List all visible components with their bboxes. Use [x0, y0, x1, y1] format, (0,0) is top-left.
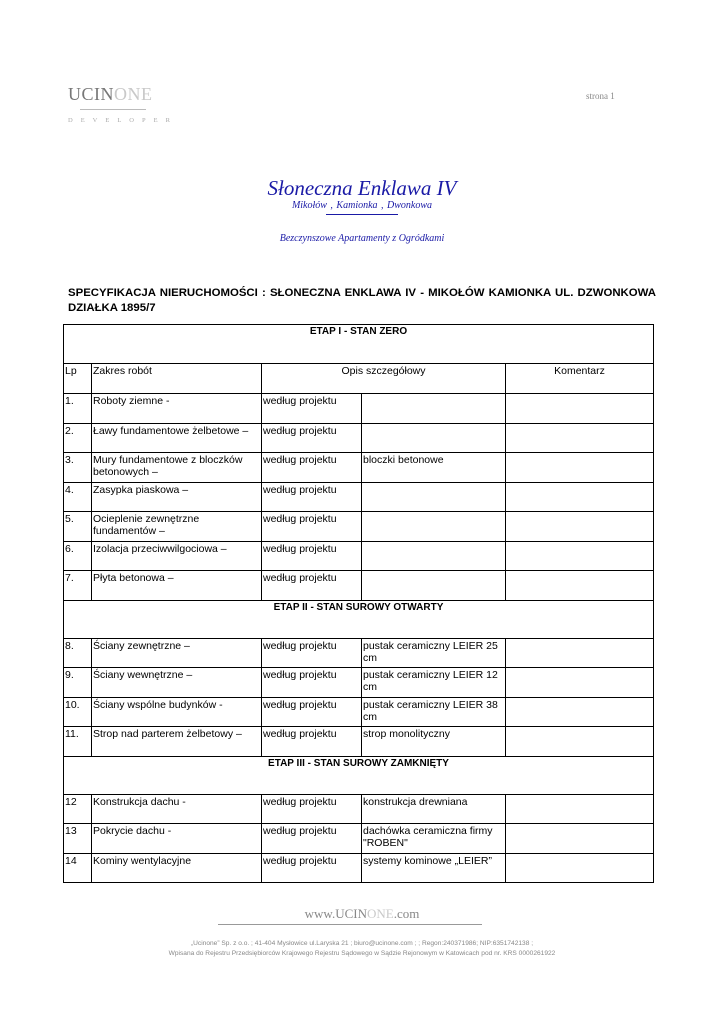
- table-row: [64, 794, 654, 824]
- row-comment: [506, 423, 654, 453]
- row-spec: według projektu: [262, 453, 362, 483]
- row-material: konstrukcja drewniana: [362, 794, 506, 824]
- stage-title: ETAP II - STAN SUROWY OTWARTY: [64, 600, 654, 638]
- row-scope: Ławy fundamentowe żelbetowe –: [92, 423, 262, 453]
- table-row: [64, 512, 654, 542]
- row-comment: [506, 668, 654, 698]
- table-row: [64, 394, 654, 424]
- stage-row: [64, 325, 654, 364]
- page-number: strona 1: [586, 91, 615, 101]
- row-scope: Roboty ziemne -: [92, 394, 262, 424]
- row-comment: [506, 541, 654, 571]
- row-scope: Ocieplenie zewnętrzne fundamentów –: [92, 512, 262, 542]
- row-comment: [506, 394, 654, 424]
- row-number: 11.: [64, 727, 92, 757]
- row-material: pustak ceramiczny LEIER 25 cm: [362, 638, 506, 668]
- row-number: 14: [64, 853, 92, 883]
- row-material: pustak ceramiczny LEIER 38 cm: [362, 697, 506, 727]
- table-row: [64, 541, 654, 571]
- tagline: Bezczynszowe Apartamenty z Ogródkami: [279, 233, 445, 244]
- row-comment: [506, 853, 654, 883]
- row-material: [362, 482, 506, 512]
- table-row: [64, 824, 654, 854]
- header-comment: Komentarz: [506, 364, 654, 394]
- company-logo: [68, 84, 178, 124]
- row-number: 5.: [64, 512, 92, 542]
- row-spec: według projektu: [262, 394, 362, 424]
- row-scope: Ściany wspólne budynków -: [92, 697, 262, 727]
- row-number: 7.: [64, 571, 92, 601]
- row-material: dachówka ceramiczna firmy "ROBEN": [362, 824, 506, 854]
- row-spec: według projektu: [262, 697, 362, 727]
- row-scope: Pokrycie dachu -: [92, 824, 262, 854]
- row-comment: [506, 571, 654, 601]
- row-scope: Płyta betonowa –: [92, 571, 262, 601]
- stage-title: ETAP III - STAN SUROWY ZAMKNIĘTY: [64, 756, 654, 794]
- row-spec: według projektu: [262, 638, 362, 668]
- row-spec: według projektu: [262, 482, 362, 512]
- table-row: [64, 638, 654, 668]
- table-row: [64, 423, 654, 453]
- row-scope: Ściany wewnętrzne –: [92, 668, 262, 698]
- row-material: systemy kominowe „LEIER”: [362, 853, 506, 883]
- table-row: [64, 853, 654, 883]
- row-spec: według projektu: [262, 824, 362, 854]
- header-row: [64, 364, 654, 394]
- row-scope: Kominy wentylacyjne: [92, 853, 262, 883]
- specification-heading: SPECYFIKACJA NIERUCHOMOŚCI : SŁONECZNA ENKLAWA IV - MIKOŁÓW KAMIONKA UL. DZWONKOWA DZIAŁKA 1895/7: [68, 287, 656, 314]
- table-row: [64, 571, 654, 601]
- location-line: Mikołów , Kamionka , Dwonkowa: [291, 200, 433, 211]
- row-number: 2.: [64, 423, 92, 453]
- row-material: [362, 512, 506, 542]
- row-spec: według projektu: [262, 541, 362, 571]
- header-details: Opis szczegółowy: [262, 364, 506, 394]
- row-number: 8.: [64, 638, 92, 668]
- row-spec: według projektu: [262, 727, 362, 757]
- specification-table: [63, 324, 654, 883]
- row-material: bloczki betonowe: [362, 453, 506, 483]
- row-number: 9.: [64, 668, 92, 698]
- stage-row: [64, 600, 654, 638]
- footer-company-info: „Ucinone” Sp. z o.o. ; 41-404 Mysłowice ul.Laryska 21 ; biuro@ucinone.com ; ; Regon:240371986; NIP:6351742138 ;: [190, 940, 534, 947]
- footer-website[interactable]: www.UCINONE.com: [304, 906, 420, 921]
- row-number: 3.: [64, 453, 92, 483]
- row-material: pustak ceramiczny LEIER 12 cm: [362, 668, 506, 698]
- footer-divider: [218, 924, 482, 925]
- row-spec: według projektu: [262, 571, 362, 601]
- stage-row: [64, 756, 654, 794]
- logo-subtitle: DEVELOPER: [68, 117, 178, 124]
- table-row: [64, 482, 654, 512]
- table-row: [64, 453, 654, 483]
- row-comment: [506, 512, 654, 542]
- row-comment: [506, 727, 654, 757]
- table-row: [64, 668, 654, 698]
- row-spec: według projektu: [262, 668, 362, 698]
- row-comment: [506, 638, 654, 668]
- row-comment: [506, 697, 654, 727]
- row-number: 4.: [64, 482, 92, 512]
- row-number: 10.: [64, 697, 92, 727]
- row-scope: Konstrukcja dachu -: [92, 794, 262, 824]
- row-spec: według projektu: [262, 423, 362, 453]
- row-comment: [506, 824, 654, 854]
- row-material: [362, 394, 506, 424]
- row-number: 1.: [64, 394, 92, 424]
- row-scope: Ściany zewnętrzne –: [92, 638, 262, 668]
- row-comment: [506, 482, 654, 512]
- location-underline: [326, 214, 398, 215]
- row-scope: Strop nad parterem żelbetowy –: [92, 727, 262, 757]
- footer-registry-info: Wpisana do Rejestru Przedsiębiorców Krajowego Rejestru Sądowego w Sądzie Rejonowym w Katowicach pod nr. KRS 0000261922: [168, 950, 556, 957]
- row-material: strop monolityczny: [362, 727, 506, 757]
- document-title: Słoneczna Enklawa IV: [267, 176, 457, 200]
- row-number: 12: [64, 794, 92, 824]
- row-comment: [506, 453, 654, 483]
- header-lp: Lp: [64, 364, 92, 394]
- row-number: 13: [64, 824, 92, 854]
- row-scope: Mury fundamentowe z bloczków betonowych –: [92, 453, 262, 483]
- row-scope: Zasypka piaskowa –: [92, 482, 262, 512]
- stage-title: ETAP I - STAN ZERO: [64, 325, 654, 364]
- row-material: [362, 571, 506, 601]
- row-number: 6.: [64, 541, 92, 571]
- row-spec: według projektu: [262, 853, 362, 883]
- table-row: [64, 697, 654, 727]
- row-comment: [506, 794, 654, 824]
- logo-wordmark: UCINONE: [68, 84, 153, 104]
- header-scope: Zakres robót: [92, 364, 262, 394]
- row-spec: według projektu: [262, 512, 362, 542]
- table-row: [64, 727, 654, 757]
- row-scope: Izolacja przeciwwilgociowa –: [92, 541, 262, 571]
- row-material: [362, 423, 506, 453]
- row-spec: według projektu: [262, 794, 362, 824]
- logo-divider: [80, 109, 146, 110]
- row-material: [362, 541, 506, 571]
